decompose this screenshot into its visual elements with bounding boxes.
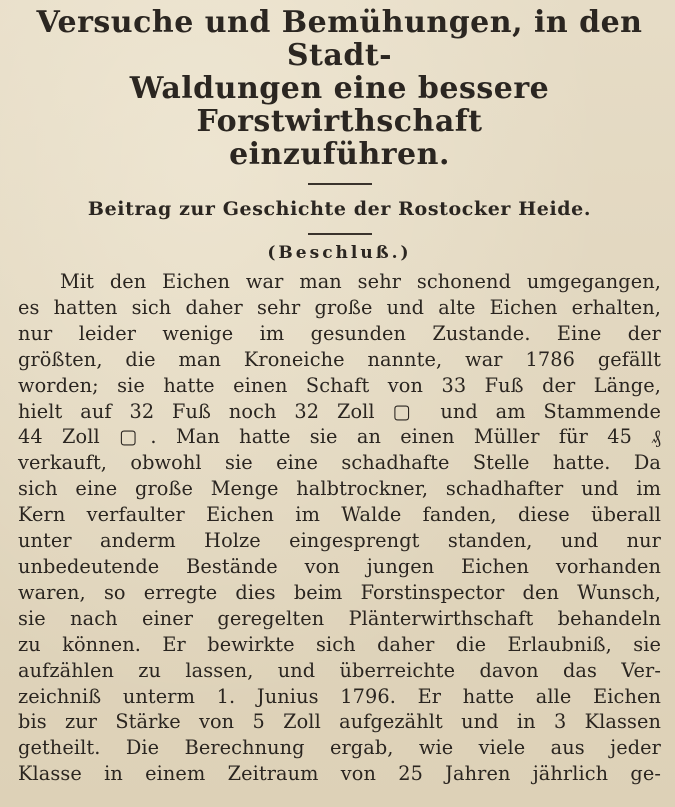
body-line: nur leider wenige im gesunden Zustande. Eine der	[18, 321, 661, 345]
body-line: unbedeutende Bestände von jungen Eichen vorhanden	[18, 554, 661, 578]
body-line: Mit den Eichen war man sehr schonend umgegangen,	[60, 270, 661, 293]
body-line: zeichniß unterm 1. Junius 1796. Er hatte alle Eichen	[18, 684, 661, 708]
body-line: sich eine große Menge halbtrockner, schadhafter und im	[18, 477, 661, 501]
article-title-line: Versuche und Bemühungen, in den Stadt-	[36, 5, 643, 73]
body-line: hielt auf 32 Fuß noch 32 Zoll ▢ und am Stammende	[18, 399, 661, 423]
body-line: worden; sie hatte einen Schaft von 33 Fuß der Länge,	[18, 373, 661, 397]
body-line: es hatten sich daher sehr große und alte Eichen erhalten,	[18, 295, 661, 319]
body-line: waren, so erregte dies beim Forstinspector den Wunsch,	[18, 580, 661, 604]
divider-rule	[308, 233, 372, 235]
body-line: zu können. Er bewirkte sich daher die Erlaubniß, sie	[18, 632, 661, 656]
body-line: Klasse in einem Zeitraum von 25 Jahren jährlich ge-	[18, 762, 661, 786]
body-line: bis zur Stärke von 5 Zoll aufgezählt und in 3 Klassen	[18, 710, 661, 734]
body-line: größten, die man Kroneiche nannte, war 1786 gefällt	[18, 347, 661, 371]
body-line: getheilt. Die Berechnung ergab, wie viele aus jeder	[18, 736, 661, 760]
body-line: verkauft, obwohl sie eine schadhafte Stelle hatte. Da	[18, 451, 661, 475]
body-line: unter anderm Holze eingesprengt standen, und nur	[18, 529, 661, 553]
body-line: 44 Zoll ▢. Man hatte sie an einen Müller für 45 ₰	[18, 425, 661, 449]
conclusion-label: (Beschluß.)	[267, 243, 412, 263]
body-line: Kern verfaulter Eichen im Walde fanden, diese überall	[18, 503, 661, 527]
article-title-line: einzuführen.	[229, 137, 450, 172]
article-body	[18, 269, 661, 787]
body-line: aufzählen zu lassen, und überreichte davon das Ver-	[18, 658, 661, 682]
article-title	[18, 6, 661, 171]
article-title-line: Waldungen eine bessere Forstwirthschaft	[129, 71, 550, 139]
divider-rule	[308, 183, 372, 185]
body-line: sie nach einer geregelten Plänterwirthschaft behandeln	[18, 606, 661, 630]
article-subtitle: Beitrag zur Geschichte der Rostocker Heide.	[87, 198, 592, 220]
